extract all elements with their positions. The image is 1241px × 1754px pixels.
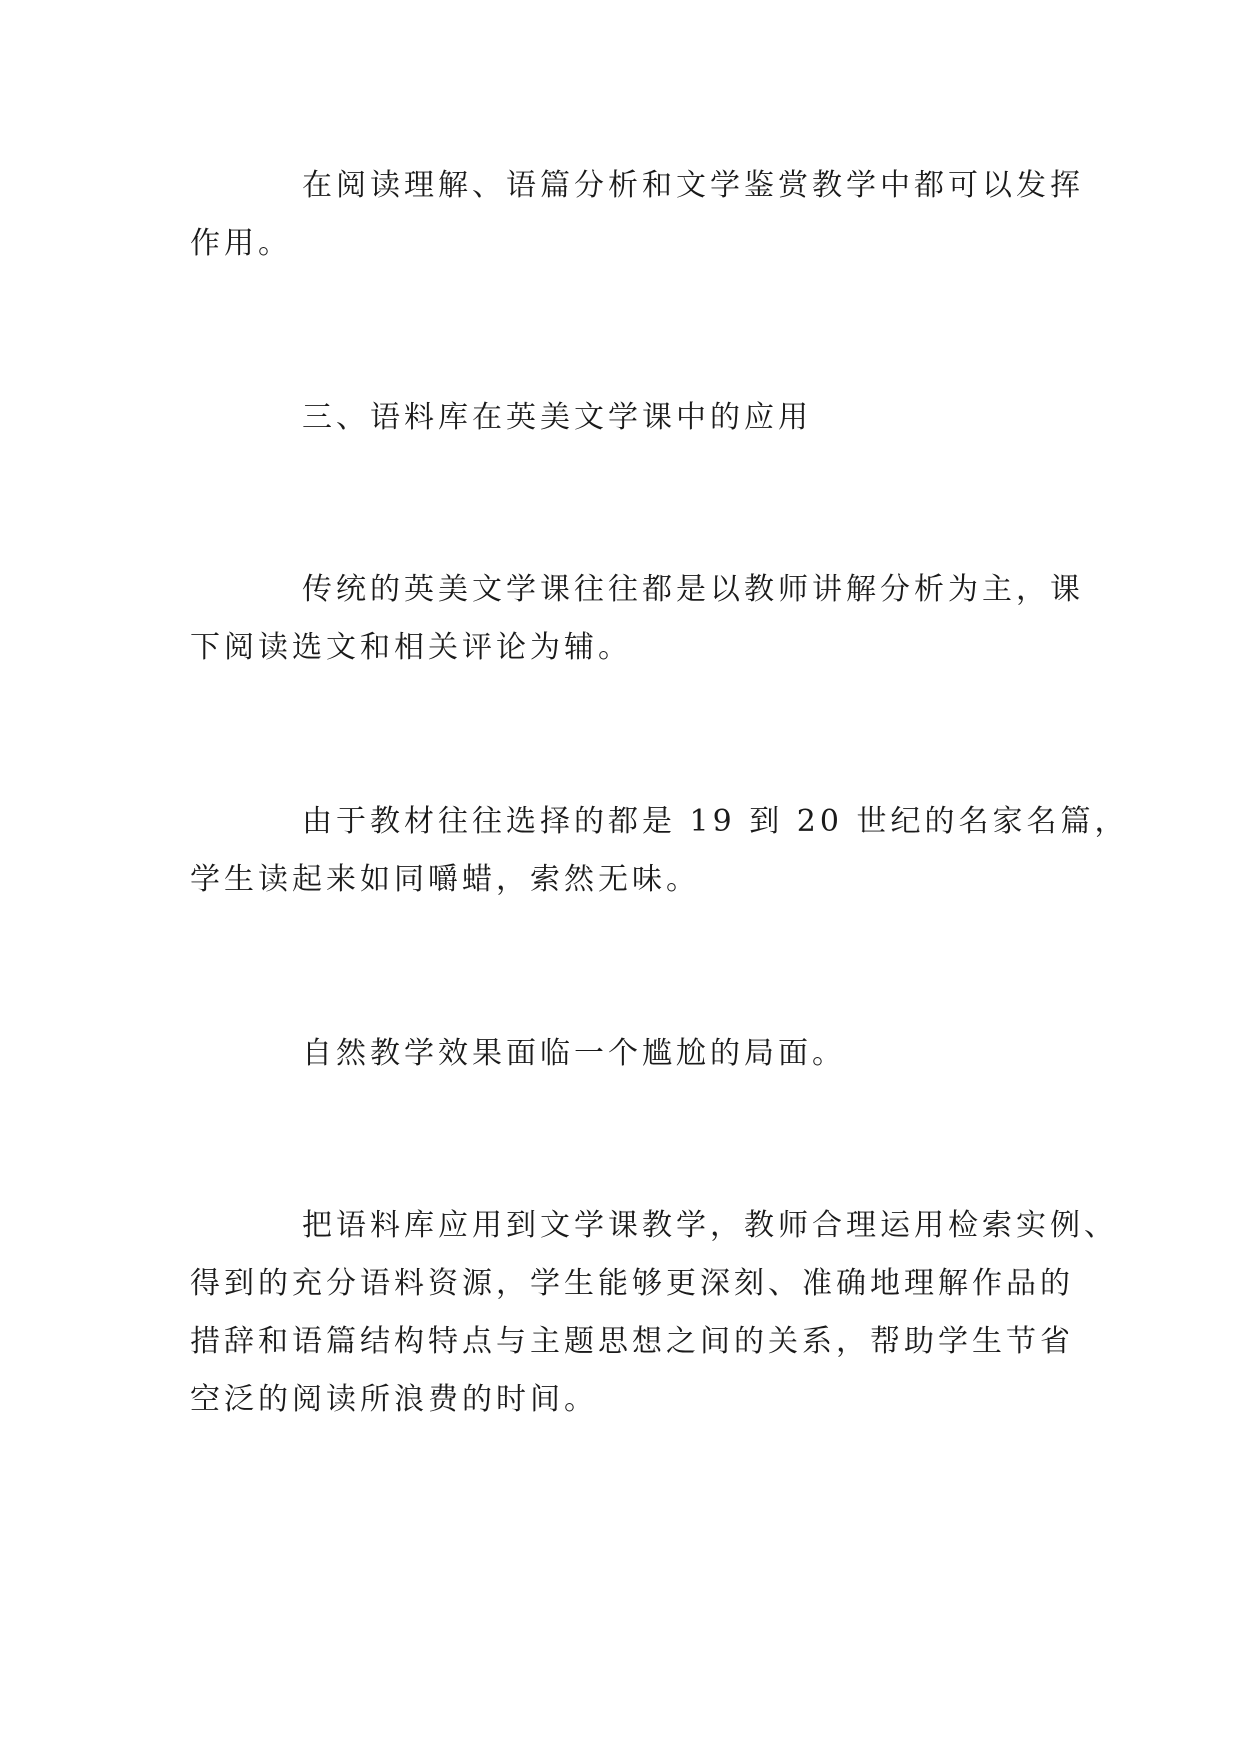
text-line: 自然教学效果面临一个尴尬的局面。 (302, 1036, 846, 1071)
paragraph-reading-comprehension (190, 157, 1084, 273)
text-line: 学生读起来如同嚼蜡，索然无味。 (190, 862, 700, 897)
text-line: 作用。 (190, 226, 292, 261)
text-line: 空泛的阅读所浪费的时间。 (190, 1382, 598, 1417)
paragraph-traditional-course (190, 561, 1084, 677)
text-line: 下阅读选文和相关评论为辅。 (190, 630, 632, 665)
text-line: 把语料库应用到文学课教学，教师合理运用检索实例、 (302, 1208, 1118, 1243)
paragraph-corpus-application (190, 1197, 1118, 1429)
paragraph-teaching-effect (190, 1025, 1070, 1083)
section-heading (190, 389, 1070, 447)
paragraph-textbook-selection (190, 793, 1129, 909)
text-line: 传统的英美文学课往往都是以教师讲解分析为主，课 (302, 572, 1084, 607)
text-line: 措辞和语篇结构特点与主题思想之间的关系，帮助学生节省 (190, 1324, 1074, 1359)
heading-text: 三、语料库在英美文学课中的应用 (302, 400, 812, 435)
text-line: 在阅读理解、语篇分析和文学鉴赏教学中都可以发挥 (302, 168, 1084, 203)
text-line: 得到的充分语料资源，学生能够更深刻、准确地理解作品的 (190, 1266, 1074, 1301)
text-line: 由于教材往往选择的都是 19 到 20 世纪的名家名篇， (302, 804, 1129, 839)
